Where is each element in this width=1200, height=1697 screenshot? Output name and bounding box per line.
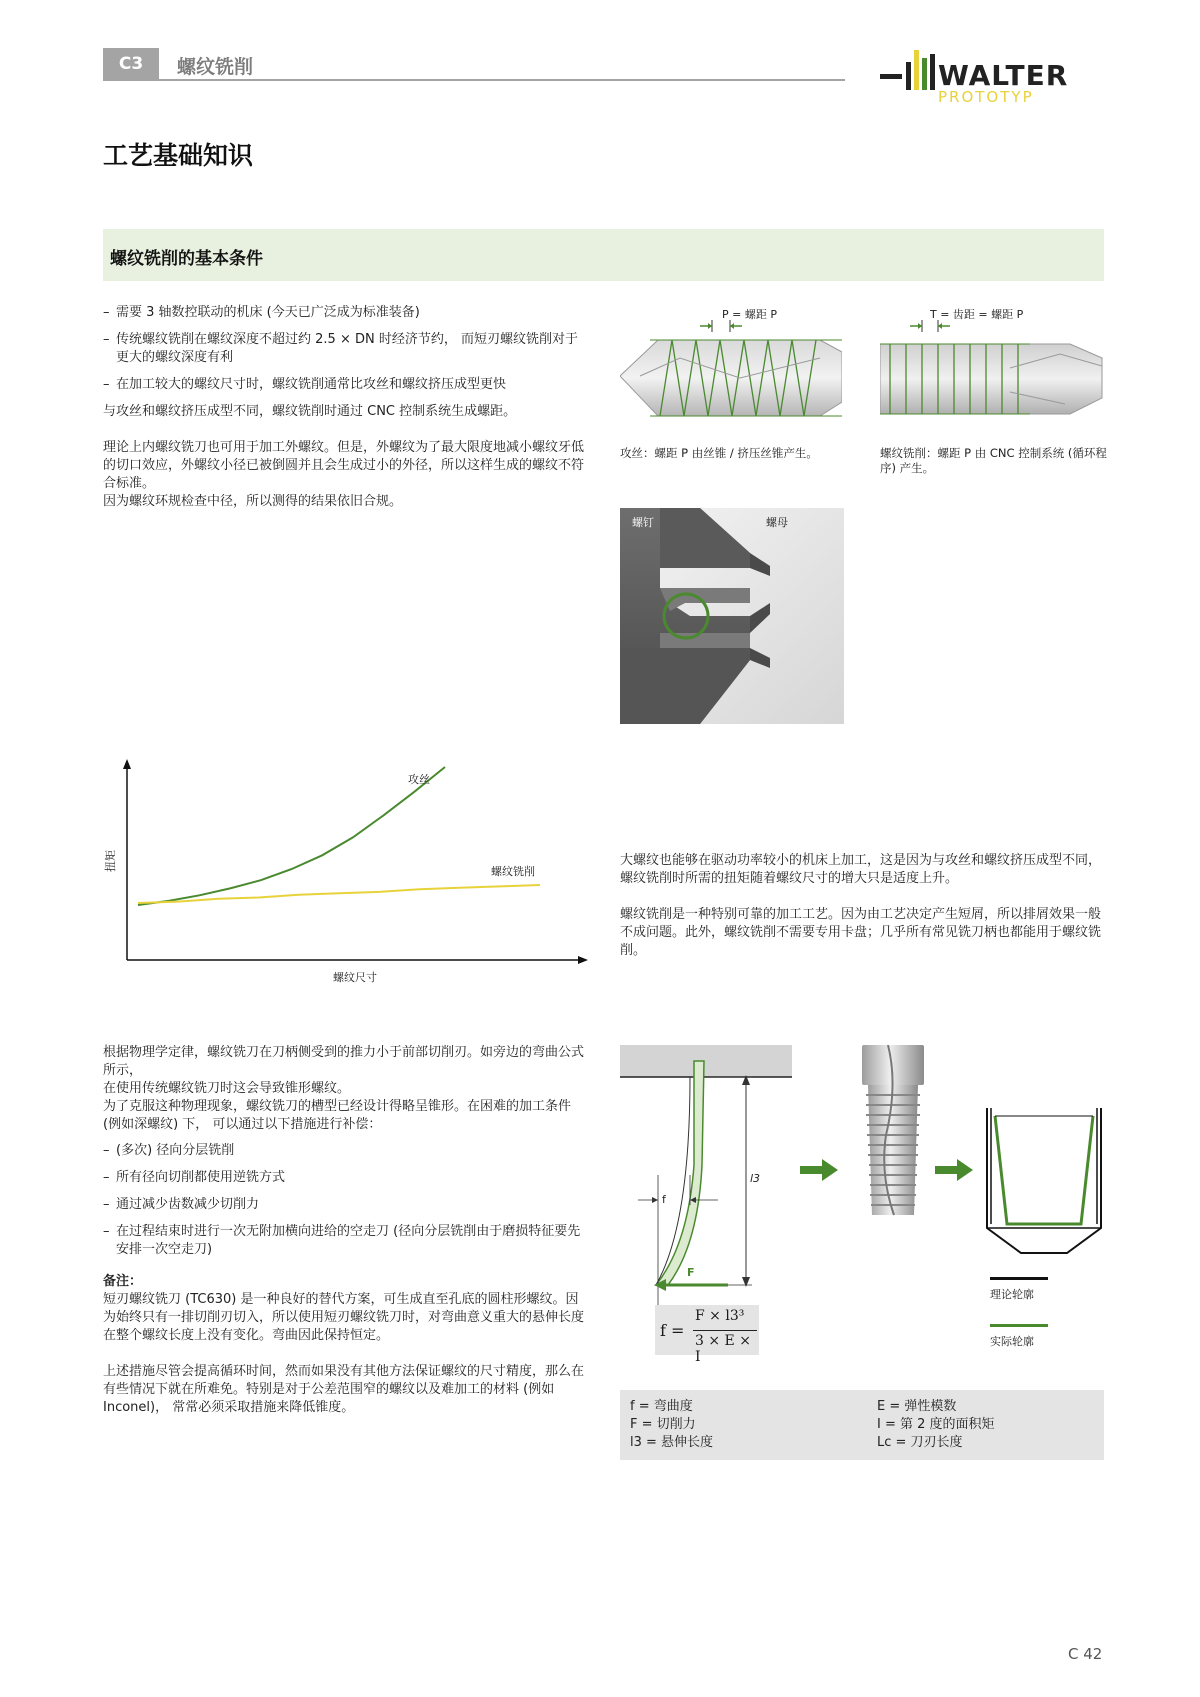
mill-caption: 螺纹铣削：螺距 P 由 CNC 控制系统 (循环程序) 产生。 <box>880 446 1107 475</box>
lower-paragraph-last: 上述措施尽管会提高循环时间，然而如果没有其他方法保证螺纹的尺寸精度，那么在有些情况下就在所难免。特别是对于公差范围窄的螺纹以及难加工的材料 (例如 Inconel)， 常常必须采取措施来降低锥度。 <box>103 1364 585 1415</box>
formula-lhs: f = <box>660 1321 685 1340</box>
tap-figure <box>620 318 842 436</box>
lower-paragraph-3: 为了克服这种物理现象，螺纹铣刀的槽型已经设计得略呈锥形。在困难的加工条件 (例如深螺纹) 下， 可以通过以下措施进行补偿： <box>103 1099 572 1132</box>
section-title: 螺纹铣削 <box>177 56 254 78</box>
mid-text <box>620 852 1104 960</box>
lower-text <box>103 1044 588 1417</box>
page-title: 工艺基础知识 <box>103 141 254 170</box>
intro-paragraph-1: 理论上内螺纹铣刀也可用于加工外螺纹。但是，外螺纹为了最大限度地减小螺纹牙低的切口效应，外螺纹小径已被倒圆并且会生成过小的外径，所以这样生成的螺纹不符合标准。 <box>103 440 585 491</box>
symbol-item: I = 第 2 度的面积矩 <box>877 1417 995 1432</box>
y-axis-arrow <box>123 759 131 769</box>
symbol-item: Lc = 刀刃长度 <box>877 1435 963 1450</box>
arrow-right-1 <box>800 1157 840 1187</box>
bend-force-label: F <box>687 1266 695 1279</box>
arrow-right-2 <box>935 1157 975 1187</box>
y-axis-label: 扭矩 <box>104 850 117 872</box>
intro-text <box>103 304 588 511</box>
note-paragraph: 短刃螺纹铣刀 (TC630) 是一种良好的替代方案，可生成直至孔底的圆柱形螺纹。因为始终只有一排切削刃切入，所以使用短刃螺纹铣刀时，对弯曲意义重大的悬伸长度在整个螺纹长度上没有变化。弯曲因此保持恒定。 <box>103 1292 585 1343</box>
page-number: C 42 <box>1068 1645 1103 1663</box>
formula-bar <box>693 1330 757 1331</box>
x-axis-arrow <box>578 956 588 964</box>
note-title: 备注： <box>103 1274 143 1289</box>
tap-caption: 攻丝：螺距 P 由丝锥 / 挤压丝锥产生。 <box>620 446 818 460</box>
mid-paragraph-2: 螺纹铣削是一种特别可靠的加工工艺。因为由工艺决定产生短屑，所以排屑效果一般不成问题。此外，螺纹铣削不需要专用卡盘；几乎所有常见铣刀柄也都能用于螺纹铣削。 <box>620 907 1102 958</box>
intro-bullet: – 需要 3 轴数控联动的机床 (今天已广泛成为标准装备) <box>103 304 588 322</box>
torque-chart <box>90 755 600 995</box>
series-line-1 <box>138 885 540 903</box>
formula-box <box>655 1305 759 1365</box>
lower-bullet: – 在过程结束时进行一次无附加横向进给的空走刀 (径向分层铣削由于磨损特征要先安排一次空走刀) <box>103 1223 588 1259</box>
thread-section-figure <box>620 508 844 724</box>
symbol-item: l3 = 悬伸长度 <box>630 1435 714 1450</box>
lower-bullet: – 通过减少齿数减少切削力 <box>103 1196 588 1214</box>
tap-pitch-label: P = 螺距 P <box>722 308 777 321</box>
formula-numerator: F × l3³ <box>695 1308 745 1324</box>
profile-figure <box>985 1108 1103 1254</box>
series-label-1: 螺纹铣削 <box>491 865 535 878</box>
lower-paragraph-2: 在使用传统螺纹铣刀时这会导致锥形螺纹。 <box>103 1081 351 1096</box>
tool-shank <box>656 1061 704 1285</box>
intro-bullet: – 在加工较大的螺纹尺寸时，螺纹铣削通常比攻丝和螺纹挤压成型更快 <box>103 376 588 394</box>
walter-logo <box>880 44 1105 106</box>
symbol-item: F = 切削力 <box>630 1417 696 1432</box>
series-label-0: 攻丝 <box>408 773 430 786</box>
svg-text:PROTOTYP: PROTOTYP <box>938 88 1034 106</box>
bend-f-label: f <box>662 1193 666 1206</box>
header-rule <box>103 79 845 81</box>
x-axis-label: 螺纹尺寸 <box>333 971 377 984</box>
lower-paragraph-1: 根据物理学定律，螺纹铣刀在刀柄侧受到的推力小于前部切削刃。如旁边的弯曲公式所示， <box>103 1045 585 1078</box>
nut-label: 螺母 <box>766 516 788 529</box>
intro-line: 与攻丝和螺纹挤压成型不同，螺纹铣削时通过 CNC 控制系统生成螺距。 <box>103 404 517 419</box>
lower-bullet: – (多次) 径向分层铣削 <box>103 1142 588 1160</box>
formula-denominator: 3 × E × I <box>695 1333 751 1365</box>
bending-figure <box>618 1045 798 1345</box>
actual-profile-label: 实际轮廓 <box>990 1335 1034 1348</box>
svg-text:WALTER: WALTER <box>938 59 1069 92</box>
mill-pitch-label: T = 齿距 = 螺距 P <box>930 308 1024 321</box>
bend-l3-label: l3 <box>750 1172 761 1185</box>
symbol-item: f = 弯曲度 <box>630 1399 693 1414</box>
section-band-title: 螺纹铣削的基本条件 <box>110 249 263 269</box>
thread-mill-tool-figure <box>858 1045 928 1225</box>
theory-profile-swatch <box>990 1277 1048 1280</box>
intro-paragraph-2: 因为螺纹环规检查中径，所以测得的结果依旧合规。 <box>103 494 403 509</box>
mill-figure <box>880 318 1104 436</box>
symbol-legend <box>620 1390 1104 1460</box>
series-line-0 <box>138 767 445 905</box>
lower-bullet: – 所有径向切削都使用逆铣方式 <box>103 1169 588 1187</box>
section-code-badge: C3 <box>103 48 159 80</box>
actual-profile-swatch <box>990 1324 1048 1327</box>
symbol-item: E = 弹性模数 <box>877 1399 957 1414</box>
theory-profile-label: 理论轮廓 <box>990 1288 1034 1301</box>
spindle-block <box>620 1045 792 1077</box>
intro-bullet: – 传统螺纹铣削在螺纹深度不超过约 2.5 × DN 时经济节约， 而短刃螺纹铣削对于更大的螺纹深度有利 <box>103 331 588 367</box>
mid-paragraph-1: 大螺纹也能够在驱动功率较小的机床上加工，这是因为与攻丝和螺纹挤压成型不同，螺纹铣削时所需的扭矩随着螺纹尺寸的增大只是适度上升。 <box>620 853 1102 886</box>
bolt-label: 螺钉 <box>632 516 654 529</box>
